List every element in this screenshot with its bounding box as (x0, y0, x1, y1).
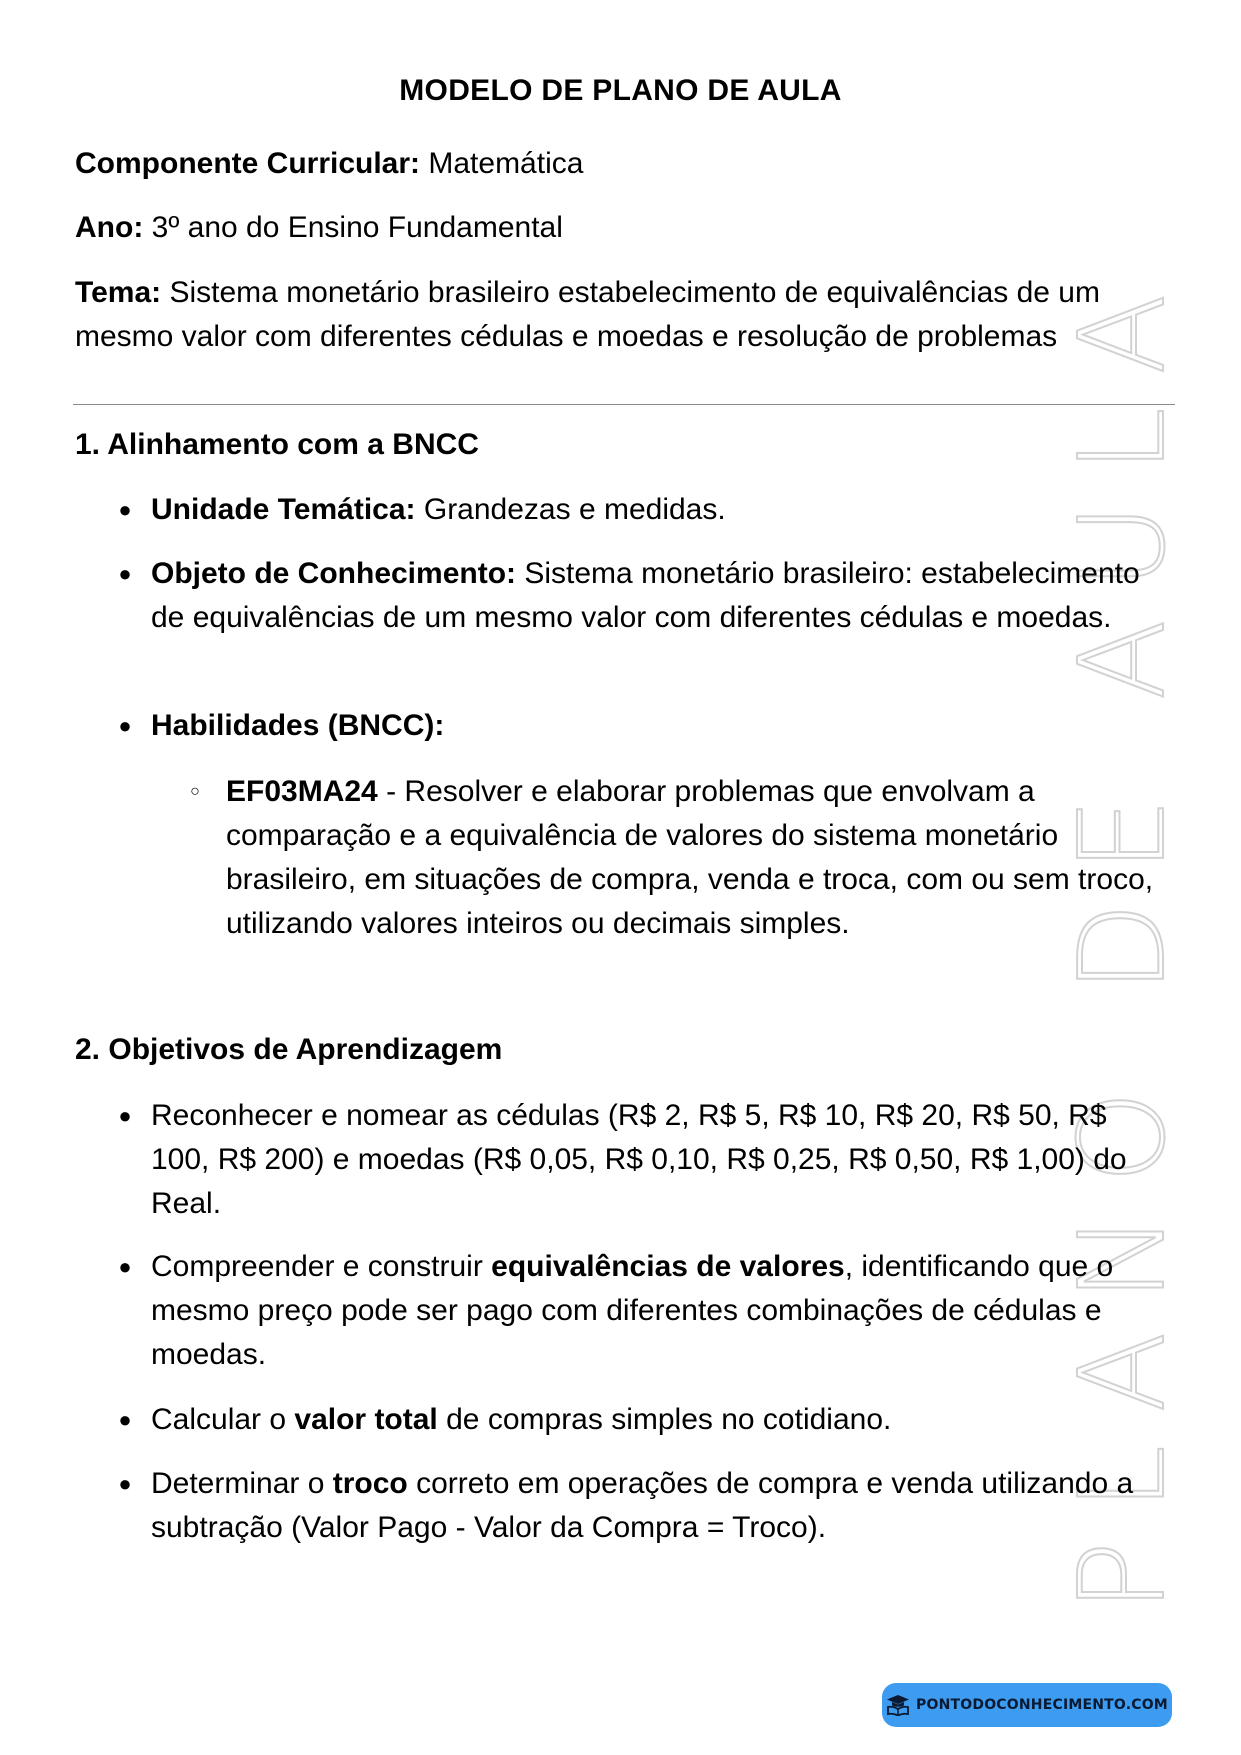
list-item-objetivo-3 (151, 1398, 1171, 1442)
list-item-objetivo-4 (151, 1462, 1171, 1550)
item-text-bold: troco (332, 1467, 408, 1500)
bullet-icon: ● (118, 1254, 132, 1279)
item-text-post: de compras simples no cotidiano. (446, 1403, 892, 1436)
item-text-bold: valor total (294, 1403, 438, 1436)
bullet-icon: ● (118, 1103, 132, 1128)
item-label: Objeto de Conhecimento: (151, 557, 517, 590)
item-value: Sistema monetário brasileiro: estabelecimento de equivalências de um mesmo valor com diferentes cédulas e moedas. (151, 557, 1140, 634)
bullet-icon: ● (118, 713, 132, 738)
list-item-objetivo-2 (151, 1245, 1171, 1377)
divider (73, 404, 1175, 405)
item-label: Unidade Temática: (151, 493, 416, 526)
field-value: 3º ano do Ensino Fundamental (151, 211, 563, 244)
bullet-icon: ● (118, 561, 132, 586)
section-title-bncc: 1. Alinhamento com a BNCC (75, 428, 479, 461)
field-label: Ano: (75, 211, 144, 244)
watermark: PLANO DE AULA (1053, 263, 1191, 1613)
field-label: Componente Curricular: (75, 147, 421, 180)
bullet-icon: ● (118, 1407, 132, 1432)
section-title-objetivos: 2. Objetivos de Aprendizagem (75, 1033, 503, 1066)
item-text-bold: equivalências de valores (491, 1250, 845, 1283)
item-text-pre: Calcular o (151, 1403, 287, 1436)
field-tema (75, 271, 1175, 359)
item-text-post: , identificando que o mesmo preço pode ser pago com diferentes combinações de cédulas e moedas. (151, 1250, 1114, 1371)
item-text-pre: Compreender e construir (151, 1250, 483, 1283)
list-item-unidade (151, 488, 1171, 532)
list-item-habilidades (151, 704, 1171, 748)
field-componente (75, 142, 1175, 186)
item-text: Reconhecer e nomear as cédulas (R$ 2, R$ 5, R$ 10, R$ 20, R$ 50, R$ 100, R$ 200) e moedas (R$ 0,05, R$ 0,10, R$ 0,25, R$ 0,50, R$ 1,00) do Real. (151, 1099, 1127, 1220)
bullet-icon: ● (118, 497, 132, 522)
circle-bullet-icon: ○ (190, 783, 200, 800)
item-value: Grandezas e medidas. (423, 493, 726, 526)
field-value: Sistema monetário brasileiro estabelecimento de equivalências de um mesmo valor com diferentes cédulas e moedas e resolução de problemas (75, 276, 1100, 353)
skill-text: - Resolver e elaborar problemas que envolvam a comparação e a equivalência de valores do sistema monetário brasileiro, em situações de compra, venda e troca, com ou sem troco, utilizando valores inteiros ou decimais simples. (226, 775, 1154, 940)
list-item-objeto (151, 552, 1171, 640)
item-text-pre: Determinar o (151, 1467, 325, 1500)
site-badge[interactable] (882, 1683, 1172, 1727)
graduation-book-icon (886, 1694, 910, 1716)
field-ano (75, 206, 1175, 250)
document-title: MODELO DE PLANO DE AULA (399, 74, 842, 107)
site-url: PONTODOCONHECIMENTO.COM (916, 1697, 1168, 1713)
list-item-objetivo-1 (151, 1094, 1171, 1226)
field-value: Matemática (428, 147, 584, 180)
item-text-post: correto em operações de compra e venda utilizando a subtração (Valor Pago - Valor da Compra = Troco). (151, 1467, 1134, 1544)
bullet-icon: ● (118, 1471, 132, 1496)
skill-code: EF03MA24 (226, 775, 378, 808)
field-label: Tema: (75, 276, 162, 309)
item-label: Habilidades (BNCC): (151, 709, 445, 742)
list-item-habilidade-ef03ma24 (226, 770, 1176, 946)
